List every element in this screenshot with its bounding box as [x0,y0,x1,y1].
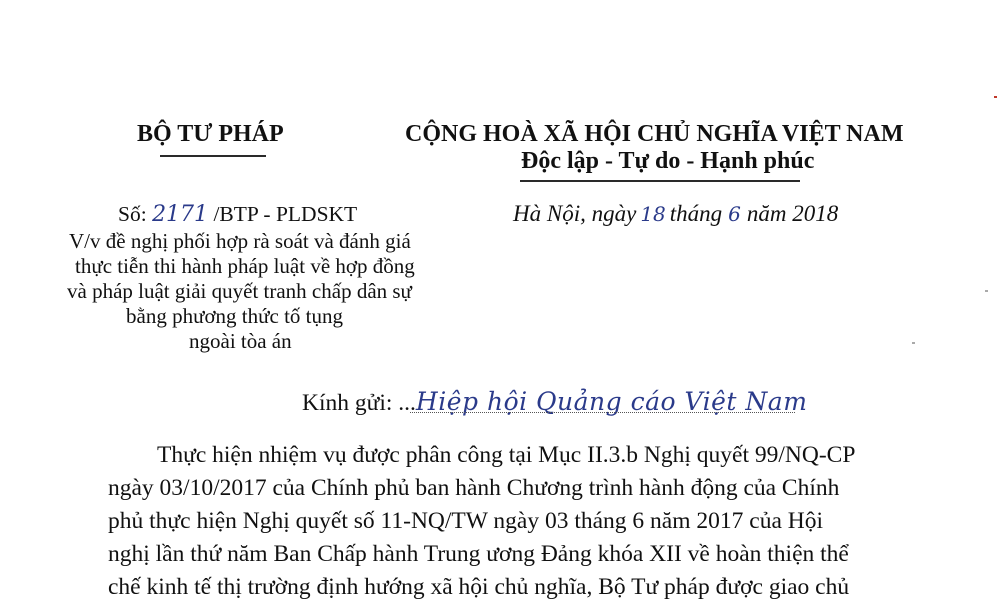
country-name: CỘNG HOÀ XÃ HỘI CHỦ NGHĨA VIỆT NAM [405,121,904,147]
ministry-name: BỘ TƯ PHÁP [137,121,284,147]
year-label: năm 2018 [746,201,839,226]
scan-speck [994,96,997,98]
month-handwritten: 6 [728,202,741,226]
recipient-dots: ... [398,390,416,416]
body-line-5: chế kinh tế thị trường định hướng xã hội chủ nghĩa, Bộ Tư pháp được giao chủ [108,574,850,600]
place-date [513,201,838,227]
motto-underline [520,180,800,182]
recipient-dotted-leader [410,412,795,413]
body-line-4: nghị lần thứ năm Ban Chấp hành Trung ương Đảng khóa XII về hoàn thiện thể [108,541,849,567]
subject-line-3: và pháp luật giải quyết tranh chấp dân sự [67,279,412,303]
subject-line-4: bằng phương thức tố tụng [126,304,344,328]
subject-line-5: ngoài tòa án [189,329,292,353]
number-handwritten: 2171 [152,202,209,227]
body-line-1: Thực hiện nhiệm vụ được phân công tại Mục II.3.b Nghị quyết 99/NQ-CP [157,442,856,468]
recipient-label: Kính gửi: [302,390,393,416]
national-motto: Độc lập - Tự do - Hạnh phúc [521,148,815,174]
number-suffix: /BTP - PLDSKT [213,202,358,226]
body-line-2: ngày 03/10/2017 của Chính phủ ban hành Chương trình hành động của Chính [108,475,840,501]
ministry-underline [160,155,266,157]
subject-line-1: V/v đề nghị phối hợp rà soát và đánh giá [69,229,411,253]
body-line-3: phủ thực hiện Nghị quyết số 11-NQ/TW ngày 03 tháng 6 năm 2017 của Hội [108,508,824,534]
scan-speck [912,342,915,344]
number-prefix: Số: [118,202,147,226]
month-label: tháng [669,201,723,226]
recipient-name-handwritten: Hiệp hội Quảng cáo Việt Nam [415,387,808,416]
day-handwritten: 18 [640,202,666,226]
place-date-prefix: Hà Nội, ngày [513,201,637,226]
document-number [118,202,357,227]
subject-line-2: thực tiễn thi hành pháp luật về hợp đồng [75,254,415,278]
scan-speck [985,290,988,292]
